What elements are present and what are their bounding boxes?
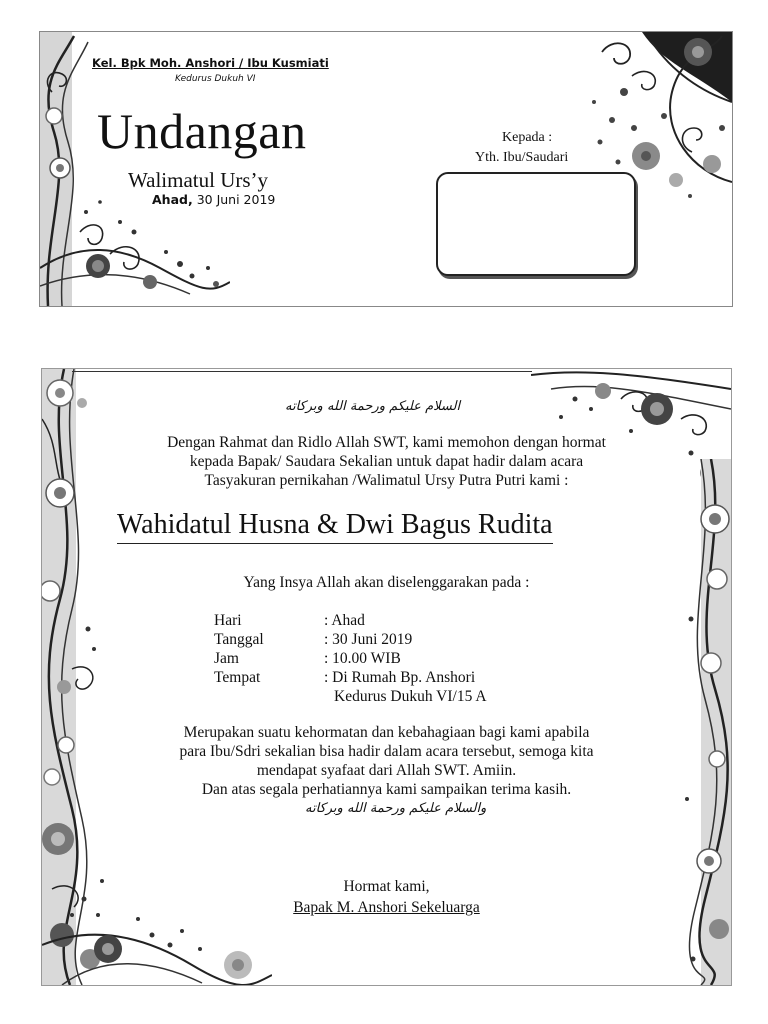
detail-value-jam: : 10.00 WIB bbox=[324, 650, 401, 667]
opening-line-1: Dengan Rahmat dan Ridlo Allah SWT, kami memohon dengan hormat bbox=[167, 434, 606, 451]
signer-name: Bapak M. Anshori Sekeluarga bbox=[293, 899, 480, 916]
recipient-line: Yth. Ibu/Saudari bbox=[475, 150, 569, 165]
event-lead-line: Yang Insya Allah akan diselenggarakan pada : bbox=[243, 574, 530, 591]
envelope-title: Undangan bbox=[97, 103, 307, 159]
detail-value-hari: : Ahad bbox=[324, 612, 365, 629]
detail-label-tempat: Tempat bbox=[214, 669, 261, 686]
recipient-label: Kepada : bbox=[502, 130, 553, 145]
detail-value-tanggal: : 30 Juni 2019 bbox=[324, 631, 413, 648]
opening-line-3: Tasyakuran pernikahan /Walimatul Ursy Putra Putri kami : bbox=[204, 472, 569, 489]
salam-opening-calligraphy: السلام عليكم ورحمة الله وبركاته bbox=[285, 399, 461, 414]
regards-line: Hormat kami, bbox=[343, 878, 430, 895]
recipient-address-box bbox=[436, 172, 636, 276]
opening-line-2: kepada Bapak/ Saudara Sekalian untuk dapat hadir dalam acara bbox=[189, 453, 584, 470]
invitation-letter bbox=[41, 368, 732, 986]
envelope-date bbox=[152, 192, 275, 207]
flower-icon bbox=[47, 380, 73, 406]
envelope-date-day: Ahad, bbox=[152, 192, 193, 207]
signer-line bbox=[42, 898, 731, 917]
closing-line-1: Merupakan suatu kehormatan dan kebahagiaan bagi kami apabila bbox=[183, 724, 590, 741]
envelope-subtitle: Walimatul Urs’y bbox=[128, 168, 269, 192]
detail-label-tanggal: Tanggal bbox=[214, 631, 264, 648]
closing-line-3: mendapat syafaat dari Allah SWT. Amiin. bbox=[256, 762, 517, 779]
couple-names: Wahidatul Husna & Dwi Bagus Rudita bbox=[117, 509, 553, 544]
sender-address: Kedurus Dukuh VI bbox=[175, 74, 256, 84]
closing-line-4: Dan atas segala perhatiannya kami sampaikan terima kasih. bbox=[201, 781, 572, 798]
detail-address-continuation: Kedurus Dukuh VI/15 A bbox=[334, 688, 487, 705]
envelope-date-rest: 30 Juni 2019 bbox=[192, 192, 276, 207]
sender-name: Kel. Bpk Moh. Anshori / Ibu Kusmiati bbox=[92, 56, 329, 70]
detail-label-jam: Jam bbox=[214, 650, 239, 667]
top-rule bbox=[72, 371, 532, 372]
opening-paragraph bbox=[42, 433, 731, 490]
detail-value-tempat: : Di Rumah Bp. Anshori bbox=[324, 669, 476, 686]
closing-line-2: para Ibu/Sdri sekalian bisa hadir dalam acara tersebut, semoga kita bbox=[179, 743, 594, 760]
envelope-card bbox=[39, 31, 733, 307]
closing-paragraph bbox=[42, 723, 731, 799]
salam-closing-calligraphy: والسلام عليكم ورحمة الله وبركاته bbox=[305, 801, 487, 816]
detail-label-hari: Hari bbox=[214, 612, 242, 629]
